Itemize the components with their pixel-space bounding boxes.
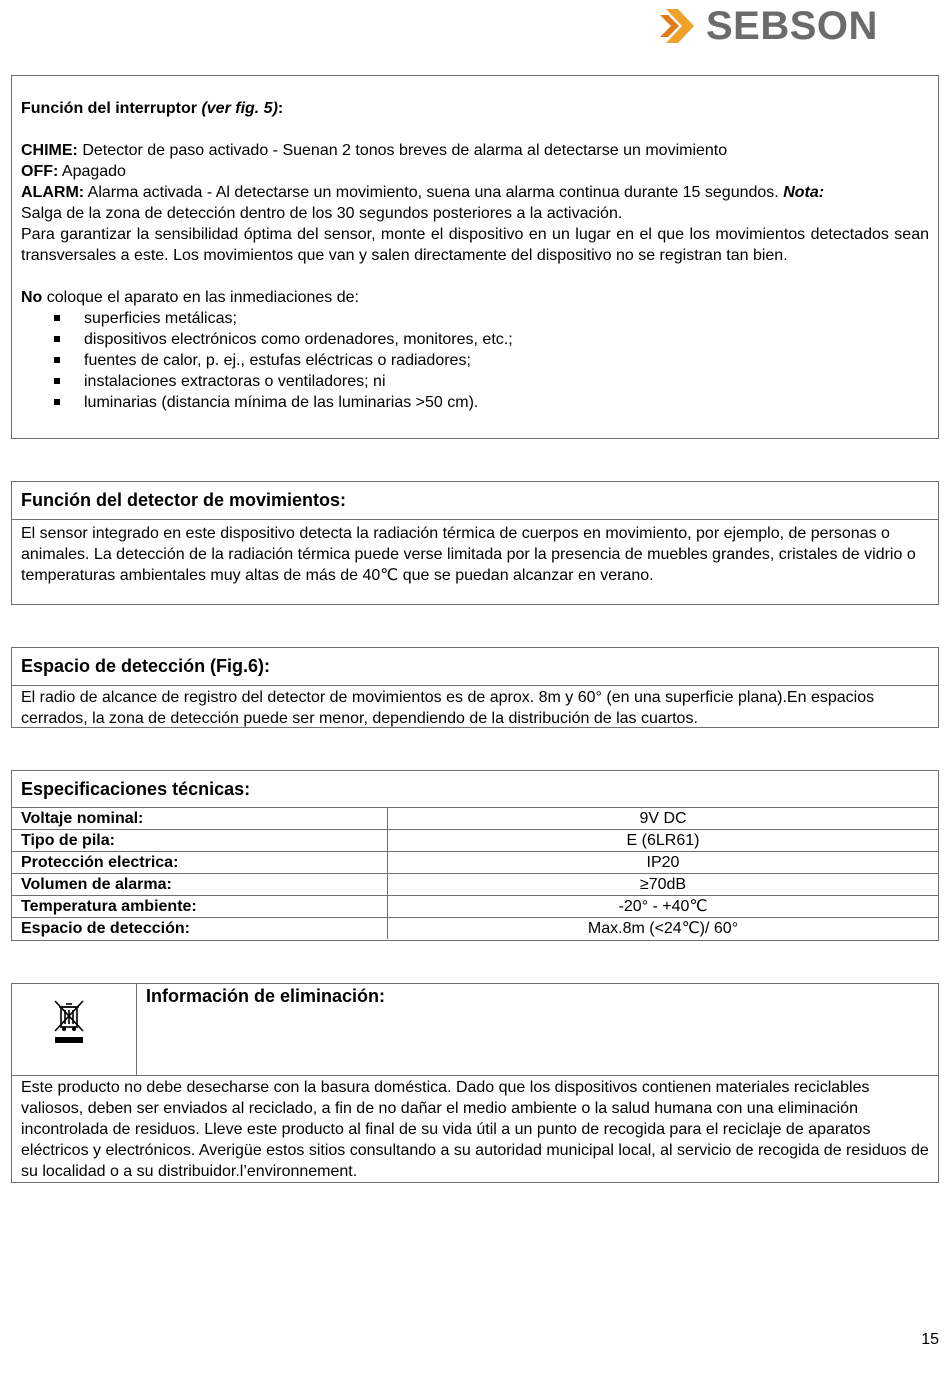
placement-warning: No coloque el aparato en las inmediaciones de: [21,289,359,306]
sensitivity-paragraph: Para garantizar la sensibilidad óptima del sensor, monte el dispositivo en un lugar en el que los movimientos detectados sean transversales a este. Los movimientos que van y salen directamente del dispositivo no se registran tan bien. [21,226,929,264]
chevron-logo-icon [660,7,702,45]
switch-function-section [11,75,939,439]
page-number: 15 [921,1331,939,1348]
brand-name: SEBSON [706,4,878,48]
section-title: Espacio de detección (Fig.6): [12,648,938,686]
placement-list [21,308,929,413]
table-row: Temperatura ambiente: -20° - +40℃ [12,896,938,918]
list-item: fuentes de calor, p. ej., estufas eléctricas o radiadores; [21,350,929,371]
chime-line: CHIME: Detector de paso activado - Suenan 2 tonos breves de alarma al detectarse un movimiento [21,142,728,159]
list-item: superficies metálicas; [21,308,929,329]
disposal-section [11,983,939,1183]
table-row: Tipo de pila: E (6LR61) [12,830,938,852]
alarm-line: ALARM: Alarma activada - Al detectarse un movimiento, suena una alarma continua durante 15 segundos. Nota: Salga de la zona de detección dentro de los 30 segundos posteriores a la activación. [21,184,825,222]
crossed-bin-icon [12,984,137,1075]
list-item: dispositivos electrónicos como ordenadores, monitores, etc.; [21,329,929,350]
section-title: Especificaciones técnicas: [12,771,938,808]
table-row: Volumen de alarma: ≥70dB [12,874,938,896]
specs-table [12,808,938,939]
table-row: Voltaje nominal: 9V DC [12,808,938,830]
section-body: El sensor integrado en este dispositivo detecta la radiación térmica de cuerpos en movimiento, por ejemplo, de personas o animales. La detección de la radiación térmica puede verse limitada por la presencia de muebles grandes, cristales de vidrio o temperaturas ambientales muy altas de más de 40℃ que se puedan alcanzar en verano. [21,525,916,584]
list-item: instalaciones extractoras o ventiladores; ni [21,371,929,392]
section-body: Este producto no debe desecharse con la basura doméstica. Dado que los dispositivos contienen materiales reciclables valiosos, deben ser enviados al reciclado, a fin de no dañar el medio ambiente o la salud humana con una eliminación incontrolada de residuos. Lleve este producto al final de su vida útil a un punto de recogida para el reciclaje de aparatos eléctricos y electrónicos. Averigüe estos sitios consultando a su autoridad municipal local, al servicio de recogida de residuos de su localidad o a su distribuidor.l’environnement. [21,1079,929,1180]
table-row: Protección electrica: IP20 [12,852,938,874]
section-body: El radio de alcance de registro del detector de movimientos es de aprox. 8m y 60° (en una superficie plana).En espacios cerrados, la zona de detección puede ser menor, dependiendo de la distribución de las cuartos. [21,689,875,727]
specifications-section [11,770,939,941]
brand-logo [660,4,885,48]
section-title: Función del detector de movimientos: [12,482,938,520]
motion-detector-section [11,481,939,605]
table-row: Espacio de detección: Max.8m (<24℃)/ 60° [12,918,938,940]
off-line: OFF: Apagado [21,163,126,180]
switch-section-title: Función del interruptor (ver fig. 5): [21,100,284,117]
detection-space-section [11,647,939,728]
list-item: luminarias (distancia mínima de las luminarias >50 cm). [21,392,929,413]
section-title: Información de eliminación: [146,986,386,1006]
